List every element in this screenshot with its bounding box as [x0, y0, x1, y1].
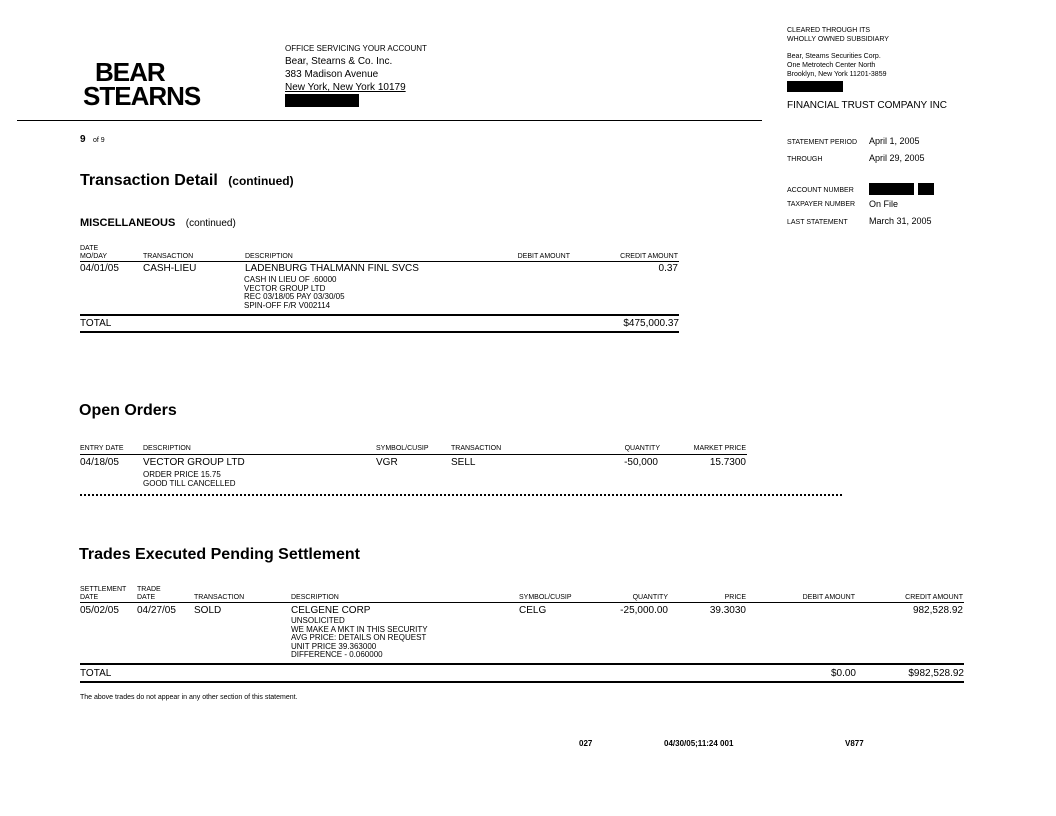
- tp-col-trade: DATE: [137, 594, 156, 601]
- td-header-rule: [80, 261, 679, 262]
- cleared-block: [787, 26, 987, 112]
- tp-detail-line: AVG PRICE: DETAILS ON REQUEST: [291, 633, 427, 643]
- footer-code-2: 04/30/05;11:24 001: [664, 739, 734, 748]
- oo-dotted-separator: [80, 494, 842, 496]
- tp-detail-line: UNSOLICITED: [291, 616, 345, 625]
- tp-header-rule: [80, 602, 964, 603]
- tp-total-rule-top: [80, 663, 964, 665]
- page-number: 9: [80, 134, 86, 145]
- misc-title: MISCELLANEOUS: [80, 217, 176, 229]
- tp-row-details: [291, 617, 428, 660]
- transaction-detail-heading: [80, 172, 294, 190]
- office-block: [285, 44, 485, 107]
- td-row-description: LADENBURG THALMANN FINL SVCS: [245, 263, 419, 274]
- tp-detail-line: DIFFERENCE - 0.060000: [291, 650, 383, 660]
- period-value: April 1, 2005: [869, 136, 920, 146]
- td-detail-line: CASH IN LIEU OF .60000: [244, 275, 337, 284]
- oo-row-date: 04/18/05: [80, 457, 119, 468]
- td-detail-line: SPIN-OFF F/R V002114: [244, 300, 331, 310]
- last-statement-label: LAST STATEMENT: [787, 219, 848, 226]
- oo-detail-line: ORDER PRICE 15.75: [143, 470, 221, 479]
- tp-col-transaction: TRANSACTION: [194, 594, 245, 601]
- oo-row-market-price: 15.7300: [709, 457, 746, 468]
- office-label: OFFICE SERVICING YOUR ACCOUNT: [285, 44, 427, 53]
- tp-col-settle: DATE: [80, 594, 99, 601]
- cleared-line-1: CLEARED THROUGH ITS: [787, 27, 871, 34]
- redaction-office: [285, 94, 359, 107]
- td-total-label: TOTAL: [80, 318, 112, 329]
- oo-detail-line: GOOD TILL CANCELLED: [143, 479, 236, 488]
- misc-heading: [80, 213, 236, 231]
- misc-continued: (continued): [185, 218, 236, 229]
- col-transaction: TRANSACTION: [143, 253, 194, 260]
- oo-row-transaction: SELL: [451, 457, 476, 468]
- td-row-transaction: CASH-LIEU: [143, 263, 197, 274]
- office-name: Bear, Stearns & Co. Inc.: [285, 56, 393, 67]
- office-address-1: 383 Madison Avenue: [285, 69, 379, 80]
- tp-col-debit: DEBIT AMOUNT: [802, 594, 855, 601]
- redaction-account-2: [918, 183, 934, 195]
- td-total-rule-top: [80, 314, 679, 316]
- subsidiary-address-1: One Metrotech Center North: [787, 62, 876, 69]
- bear-stearns-logo: [83, 57, 203, 111]
- tp-detail-line: UNIT PRICE 39.363000: [291, 641, 377, 651]
- td-row-credit: 0.37: [658, 263, 678, 274]
- col-date-top: DATE: [80, 245, 99, 252]
- oo-header-rule: [80, 454, 747, 455]
- trades-pending-title: Trades Executed Pending Settlement: [79, 546, 360, 563]
- subsidiary-name: Bear, Steams Securities Corp.: [787, 53, 881, 60]
- col-debit: DEBIT AMOUNT: [517, 253, 570, 260]
- footer-code-1: 027: [579, 739, 593, 748]
- td-total-credit: $475,000.37: [623, 318, 679, 329]
- oo-row-description: VECTOR GROUP LTD: [143, 457, 245, 468]
- logo-line-2: STEARNS: [83, 81, 201, 111]
- tp-row-symbol: CELG: [519, 605, 547, 616]
- tp-total-credit: $982,528.92: [908, 668, 964, 679]
- tp-col-credit: CREDIT AMOUNT: [905, 594, 963, 601]
- office-address-2: New York, New York 10179: [285, 82, 406, 93]
- oo-col-transaction: TRANSACTION: [451, 445, 502, 452]
- oo-col-description: DESCRIPTION: [143, 445, 191, 452]
- oo-col-quantity: QUANTITY: [624, 445, 660, 452]
- td-row-details: [244, 276, 345, 310]
- page-of: of 9: [93, 137, 105, 144]
- tp-note: The above trades do not appear in any other section of this statement.: [80, 694, 298, 701]
- footer-code-3: V877: [845, 739, 864, 748]
- tp-total-label: TOTAL: [80, 668, 112, 679]
- tp-col-description: DESCRIPTION: [291, 594, 339, 601]
- oo-col-entry-date: ENTRY DATE: [80, 445, 124, 452]
- page-indicator: [80, 129, 105, 147]
- transaction-detail-continued: (continued): [228, 174, 294, 188]
- tp-row-price: 39.3030: [709, 605, 746, 616]
- account-number-label: ACCOUNT NUMBER: [787, 187, 854, 194]
- tp-row-trade: 04/27/05: [137, 605, 176, 616]
- tp-total-rule-bottom: [80, 681, 964, 683]
- col-description: DESCRIPTION: [245, 253, 293, 260]
- through-label: THROUGH: [787, 156, 823, 163]
- cleared-line-2: WHOLLY OWNED SUBSIDIARY: [787, 36, 889, 43]
- td-total-rule-bottom: [80, 331, 679, 333]
- td-row-date: 04/01/05: [80, 263, 119, 274]
- header-rule: [17, 120, 762, 121]
- tp-row-credit: 982,528.92: [912, 605, 963, 616]
- tp-row-description: CELGENE CORP: [291, 605, 371, 616]
- tp-detail-line: WE MAKE A MKT IN THIS SECURITY: [291, 624, 428, 634]
- last-statement-value: March 31, 2005: [869, 216, 932, 226]
- oo-row-quantity: -50,000: [624, 457, 658, 468]
- col-date: MO/DAY: [80, 253, 108, 260]
- taxpayer-label: TAXPAYER NUMBER: [787, 201, 856, 208]
- tp-row-transaction: SOLD: [194, 605, 222, 616]
- redaction-subsidiary: [787, 81, 843, 92]
- tp-row-settle: 05/02/05: [80, 605, 119, 616]
- oo-row-symbol: VGR: [376, 457, 398, 468]
- td-detail-line: VECTOR GROUP LTD: [244, 283, 326, 293]
- oo-row-details: [143, 470, 235, 488]
- taxpayer-value: On File: [869, 199, 899, 209]
- open-orders-title: Open Orders: [79, 402, 177, 419]
- col-credit: CREDIT AMOUNT: [620, 253, 678, 260]
- td-detail-line: REC 03/18/05 PAY 03/30/05: [244, 292, 345, 301]
- through-value: April 29, 2005: [869, 153, 925, 163]
- tp-col-trade-top: TRADE: [137, 586, 161, 593]
- tp-col-settle-top: SETTLEMENT: [80, 586, 127, 593]
- redaction-account-1: [869, 183, 914, 195]
- tp-col-price: PRICE: [724, 594, 746, 601]
- oo-col-market-price: MARKET PRICE: [693, 445, 746, 452]
- logo-line-1: BEAR: [95, 57, 165, 87]
- transaction-detail-title: Transaction Detail: [80, 172, 218, 189]
- tp-total-debit: $0.00: [830, 668, 856, 679]
- oo-col-symbol: SYMBOL/CUSIP: [376, 445, 429, 452]
- subsidiary-address-2: Brooklyn, New York 11201-3859: [787, 71, 887, 78]
- tp-row-quantity: -25,000.00: [620, 605, 668, 616]
- tp-col-quantity: QUANTITY: [632, 594, 668, 601]
- period-label: STATEMENT PERIOD: [787, 139, 858, 146]
- tp-col-symbol: SYMBOL/CUSIP: [519, 594, 572, 601]
- account-name: FINANCIAL TRUST COMPANY INC: [787, 100, 948, 111]
